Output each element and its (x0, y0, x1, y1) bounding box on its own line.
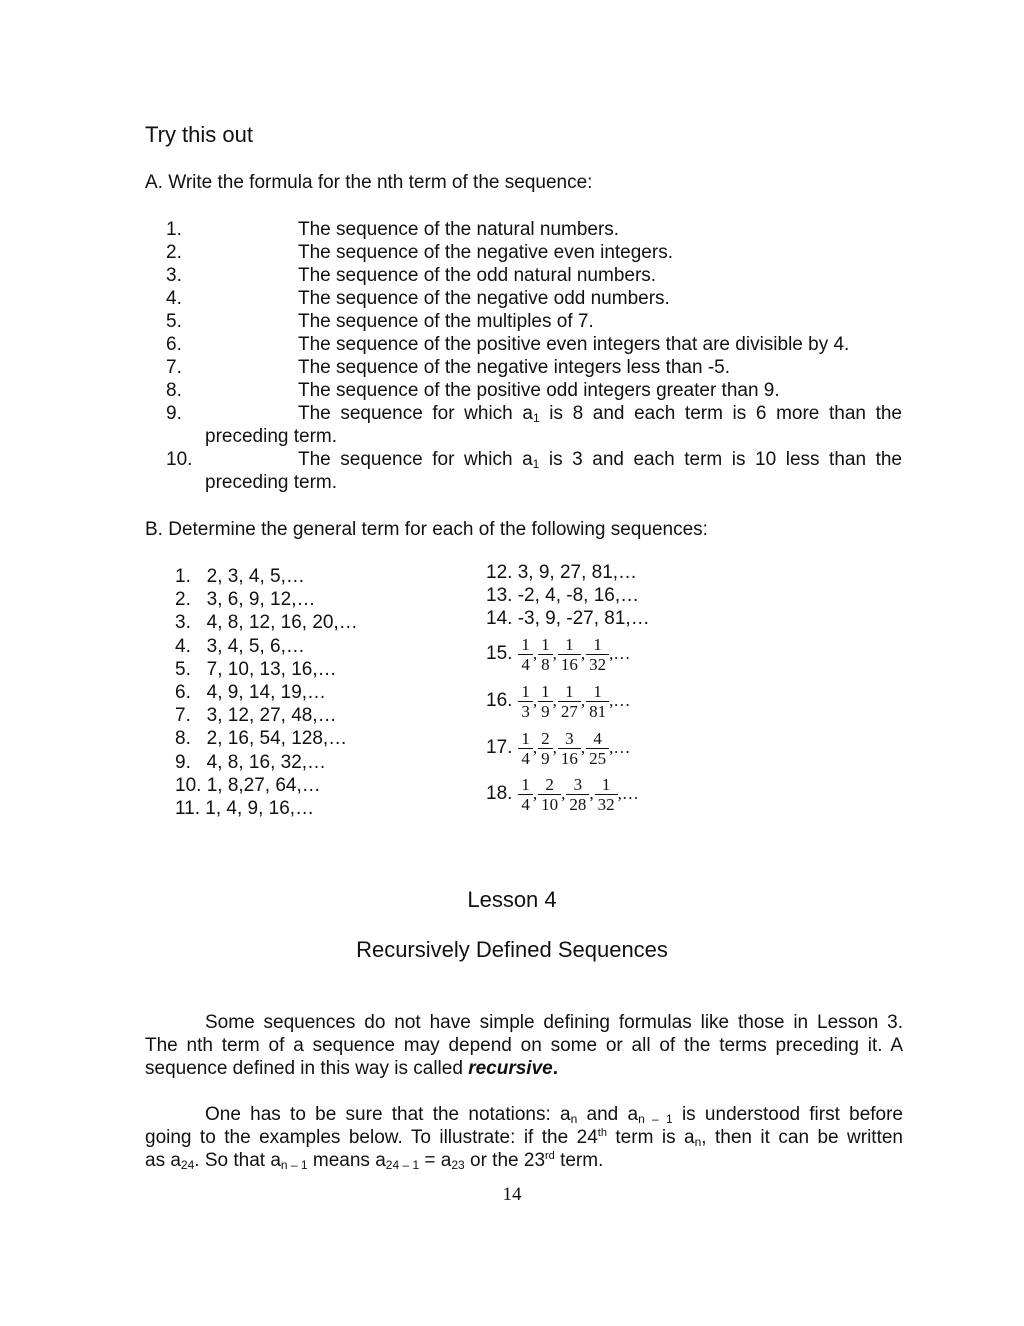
item-text (298, 402, 902, 425)
text: = a (419, 1150, 452, 1171)
part-a-item-9 (0, 402, 1024, 425)
fraction (586, 635, 609, 674)
item-continuation: preceding term. (205, 426, 338, 447)
text: , then it can be written (701, 1127, 904, 1148)
separator-comma: , (532, 644, 538, 663)
fraction (586, 682, 609, 721)
fraction-sequence-item (486, 631, 631, 677)
sequence-ellipsis: ,… (617, 784, 639, 803)
separator-comma: , (552, 738, 557, 757)
part-a-item (0, 264, 1024, 287)
subscript: n (570, 1112, 578, 1126)
sequence-item: 11. 1, 4, 9, 16,… (175, 798, 315, 819)
separator-comma: , (552, 644, 557, 663)
item-text (298, 448, 902, 471)
numerator: 1 (586, 635, 609, 655)
fraction-sequence-item (486, 725, 631, 771)
numerator: 1 (518, 775, 533, 795)
superscript: th (597, 1127, 607, 1139)
item-text: The sequence of the natural numbers. (298, 219, 620, 240)
text: is understood first before (672, 1104, 903, 1125)
denominator: 9 (541, 701, 550, 721)
sequence-item: 6. 4, 9, 14, 19,… (175, 682, 327, 703)
page-number: 14 (502, 1184, 522, 1205)
item-number: 6. (166, 334, 182, 355)
fraction (558, 682, 581, 721)
item-text-post: is 8 and each term is 6 more than the (539, 403, 903, 424)
sequence-item: 1. 2, 3, 4, 5,… (175, 566, 305, 587)
denominator: 9 (541, 748, 550, 768)
text: as a (145, 1150, 181, 1171)
denominator: 8 (541, 654, 550, 674)
fraction (566, 775, 589, 814)
numerator: 1 (518, 635, 533, 655)
text: One has to be sure that the notations: a (205, 1104, 571, 1125)
denominator: 25 (589, 748, 607, 768)
sequence-item: 2. 3, 6, 9, 12,… (175, 589, 316, 611)
subscript: 1 (532, 457, 540, 471)
sequence-item: 7. 3, 12, 27, 48,… (175, 705, 337, 727)
item-number: 5. (166, 311, 182, 332)
part-a-item (0, 356, 1024, 379)
denominator: 4 (521, 654, 530, 674)
sequence-item: 12. 3, 9, 27, 81,… (486, 562, 638, 583)
separator-comma: , (532, 738, 538, 757)
sequence-item: 4. 3, 4, 5, 6,… (175, 635, 305, 657)
separator-comma: , (561, 784, 566, 803)
denominator: 10 (541, 794, 559, 814)
text: or the 23 (464, 1150, 546, 1171)
item-number: 3. (166, 265, 182, 286)
fraction-sequence-item (486, 771, 640, 817)
fraction (538, 682, 553, 721)
numerator: 3 (558, 729, 581, 749)
item-number: 18. (486, 783, 513, 804)
sequence-item: 13. -2, 4, -8, 16,… (486, 585, 640, 606)
subscript: n – 1 (638, 1112, 673, 1126)
part-a-item (0, 218, 1024, 241)
numerator: 1 (518, 729, 533, 749)
subscript: 24 – 1 (385, 1158, 420, 1172)
fraction (558, 729, 581, 768)
text: and a (577, 1104, 639, 1125)
item-number: 4. (166, 288, 182, 309)
text: . (552, 1058, 558, 1079)
text: going to the examples below. To illustrate: if the 24 (145, 1127, 598, 1148)
part-a-heading: A. Write the formula for the nth term of the sequence: (145, 172, 593, 193)
part-a-item (0, 333, 1024, 356)
item-text: The sequence of the negative integers less than -5. (298, 357, 730, 378)
separator-comma: , (580, 691, 586, 710)
paragraph-line: The nth term of a sequence may depend on some or all of the terms preceding it. A (145, 1035, 903, 1056)
item-text: The sequence of the odd natural numbers. (298, 265, 657, 286)
item-text-post: is 3 and each term is 10 less than the (539, 449, 902, 470)
subscript: 23 (451, 1158, 465, 1172)
fraction (518, 775, 533, 814)
denominator: 16 (560, 748, 578, 768)
denominator: 27 (560, 701, 578, 721)
lesson-title: Recursively Defined Sequences (356, 937, 668, 962)
fraction-sequence-item (486, 678, 631, 724)
part-a-item (0, 241, 1024, 264)
subscript: 24 (180, 1158, 195, 1172)
separator-comma: , (552, 691, 557, 710)
paragraph-line (145, 1149, 903, 1172)
sequence-ellipsis: ,… (609, 691, 631, 710)
fraction (538, 775, 561, 814)
text: . So that a (194, 1150, 281, 1171)
item-number: 2. (166, 242, 182, 263)
numerator: 1 (595, 775, 618, 795)
item-number: 10. (166, 449, 193, 470)
part-a-item (0, 287, 1024, 310)
denominator: 16 (560, 654, 578, 674)
emphasis-term: recursive (468, 1058, 553, 1079)
fraction (558, 635, 581, 674)
item-number: 8. (166, 380, 182, 401)
part-b-heading: B. Determine the general term for each of the following sequences: (145, 519, 708, 540)
part-a-item (0, 379, 1024, 402)
item-number: 9. (166, 403, 182, 424)
item-text: The sequence of the multiples of 7. (298, 311, 594, 332)
paragraph-line (145, 1103, 903, 1126)
text: means a (307, 1150, 386, 1171)
paragraph-line: Some sequences do not have simple defining formulas like those in Lesson 3. (205, 1012, 903, 1033)
numerator: 4 (586, 729, 609, 749)
item-number: 17. (486, 737, 513, 758)
item-text-pre: The sequence for which a (298, 449, 533, 470)
denominator: 3 (521, 701, 530, 721)
section-title: Try this out (145, 122, 253, 147)
item-text: The sequence of the positive even integers that are divisible by 4. (298, 334, 850, 355)
sequence-item: 3. 4, 8, 12, 16, 20,… (175, 612, 358, 634)
paragraph-line (145, 1057, 903, 1080)
denominator: 28 (569, 794, 587, 814)
item-text: The sequence of the positive odd integers greater than 9. (298, 380, 780, 401)
separator-comma: , (532, 784, 538, 803)
paragraph-2 (145, 1103, 903, 1172)
numerator: 1 (538, 682, 553, 702)
text: sequence defined in this way is called (145, 1058, 469, 1079)
part-a-item (0, 310, 1024, 333)
fraction (518, 635, 533, 674)
separator-comma: , (580, 644, 586, 663)
item-continuation: preceding term. (205, 472, 338, 493)
fraction (518, 682, 533, 721)
part-a-item-10 (0, 448, 1024, 471)
numerator: 2 (538, 775, 561, 795)
fraction (595, 775, 618, 814)
lesson-number: Lesson 4 (467, 887, 557, 912)
denominator: 4 (521, 794, 530, 814)
numerator: 3 (566, 775, 589, 795)
separator-comma: , (580, 738, 586, 757)
denominator: 32 (597, 794, 615, 814)
separator-comma: , (589, 784, 594, 803)
sequence-item: 9. 4, 8, 16, 32,… (175, 751, 327, 773)
item-number: 15. (486, 643, 513, 664)
separator-comma: , (532, 691, 538, 710)
item-number: 1. (166, 219, 182, 240)
numerator: 1 (538, 635, 553, 655)
text: term is a (606, 1127, 695, 1148)
superscript: rd (545, 1150, 555, 1162)
item-text-pre: The sequence for which a (298, 403, 533, 424)
numerator: 1 (586, 682, 609, 702)
item-number: 16. (486, 690, 513, 711)
sequence-item: 5. 7, 10, 13, 16,… (175, 658, 337, 680)
fraction (538, 729, 553, 768)
denominator: 32 (589, 654, 607, 674)
fraction (538, 635, 553, 674)
subscript: n (694, 1135, 702, 1149)
numerator: 2 (538, 729, 553, 749)
fraction (518, 729, 533, 768)
sequence-ellipsis: ,… (609, 738, 631, 757)
item-text: The sequence of the negative even integers. (298, 242, 673, 263)
denominator: 81 (589, 701, 607, 721)
numerator: 1 (518, 682, 533, 702)
item-text: The sequence of the negative odd numbers. (298, 288, 670, 309)
sequence-item: 8. 2, 16, 54, 128,… (175, 728, 348, 750)
sequence-ellipsis: ,… (609, 644, 631, 663)
numerator: 1 (558, 682, 581, 702)
subscript: n – 1 (280, 1158, 308, 1172)
item-number: 7. (166, 357, 182, 378)
paragraph-line (145, 1126, 903, 1149)
subscript: 1 (532, 411, 540, 425)
sequence-item: 10. 1, 8,27, 64,… (175, 774, 321, 796)
paragraph-1 (145, 1011, 903, 1080)
numerator: 1 (558, 635, 581, 655)
sequence-item: 14. -3, 9, -27, 81,… (486, 608, 650, 629)
denominator: 4 (521, 748, 530, 768)
text: term. (554, 1150, 604, 1171)
fraction (586, 729, 609, 768)
